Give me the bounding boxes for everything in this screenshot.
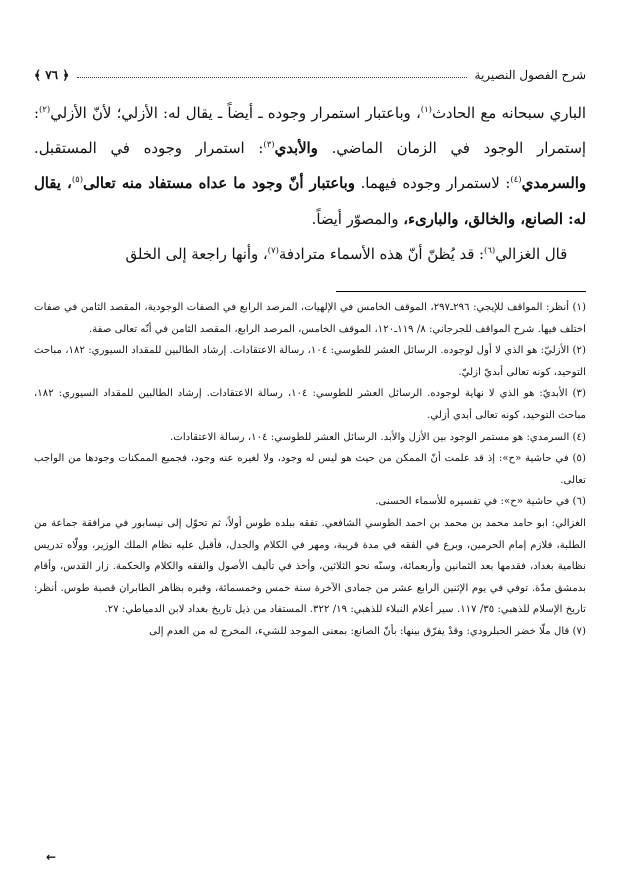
footnote: (٥) في حاشية «ح»: إذ قد علمت أنّ الممكن من حيث هو ليس له وجود، ولا لغيره عنه وجود، فجميع الممكنات وجودها من الواجب تعالى. [34,453,586,486]
footnote-ref: (٢) [39,105,51,116]
text-run: : لاستمرار وجوده فيهما. [354,175,511,193]
book-title: شرح الفصول النصيرية [474,68,586,82]
text-run: : إستمرار الوجود في الزمان الماضي. [34,105,586,158]
text-run: ، وأنها راجعة إلى الخلق [125,245,268,263]
footnote: (٦) في حاشية «ح»: في تفسيره للأسماء الحسنى. [375,496,586,508]
header-dotted-leader [77,77,466,78]
footnote-separator [336,291,586,292]
main-text [34,96,586,272]
term-bold: ، يقال له: الصانع، والخالق، والبارىء، [34,175,586,228]
main-paragraph [34,237,586,272]
footnote-ref: (٣) [263,140,275,151]
footnote: (٤) السرمدي: هو مستمر الوجود بين الأزل والأبد. الرسائل العشر للطوسي: ١٠٤، رسالة الاعتقادات. [169,431,586,443]
text-run: الباري سبحانه مع الحادث [431,105,586,122]
footnotes [34,297,586,643]
footnote-ref: (٥) [71,175,84,186]
page-number: ﴾ ٧٦ ﴿ [34,68,70,82]
running-header [34,64,586,86]
footnote-ref: (٦) [484,245,496,256]
footnote-biography: الغزالي: ابو حامد محمد بن محمد بن احمد الطوسي الشافعي. تفقه ببلده طوس أولاً، ثم تحوّل إلى نيسابور في مرافقة جماعة من الطلبة، فلازم إمام الحرمين، وبرع في الفقه في مدة قريبة، ومهر في الكلام والجدل، فأقبل عليه نظام الملك الوزير، وولّاه تدريس نظامية بغداد، فقدمها بعد الثمانين وأربعمائة، وسنّه نحو الثلاثين، وأخذ في تأليف الأصول والفقه والكلام والحكمة. زار القدس، وأقام بدمشق مدّة. توفي في يوم الإثنين الرابع عشر من جمادى الآخرة سنة خمس وخمسمائة، وقبره بظاهر الطابران قصبة طوس. أنظر: تاريخ الإسلام للذهبي: ٣٥/ ١١٧. سير أعلام النبلاء للذهبي: ١٩/ ٣٢٢. المستفاد من ذيل تاريخ بغداد لابن الدمياطي: ٢٧. [34,517,586,616]
term-bold: والأبدي [274,140,318,158]
text-run: : قد يُظنّ أنّ هذه الأسماء مترادفة [278,245,485,263]
text-run: والمصوّر أيضاً. [311,210,404,228]
footnote: (٣) الأبديّ: هو الذي لا نهاية لوجوده. الرسائل العشر للطوسي: ١٠٤، رسالة الاعتقادات. إرشاد الطالبين للمقداد السيوري: ١٨٢، مباحث التوحيد، كونه تعالى أبدي أزلي. [34,388,586,421]
footnote: (٢) الأزليّ: هو الذي لا أول لوجوده. الرسائل العشر للطوسي: ١٠٤، رسالة الاعتقادات. إرشاد الطالبين للمقداد السيوري: ١٨٢، مباحث التوحيد، كونه تعالى أبديّ ازليّ. [34,345,587,378]
footnote: (٧) قال ملّا خضر الحبلرودي: وقدْ يفرّق بينها: بأنّ الصانع: بمعنى الموجد للشيء، المخرج له من العدم إلى [149,625,586,637]
footnote: (١) أنظر: المواقف للإيجي: ٢٩٦ـ٢٩٧، الموقف الخامس في الإلهيات، المرصد الرابع في الصفات الوجودية، المقصد الثامن في صفات اختلف فيها. شرح المواقف للجرجاني: ٨/ ١١٩ـ١٢٠، الموقف الخامس، المرصد الرابع، المقصد الثامن في أنّه تعالى صفة. [34,302,586,335]
main-paragraph [34,96,586,237]
footnote-ref: (٧) [267,245,279,256]
term-bold: وباعتبار أنّ وجود ما عداه مستفاد منه تعالى [83,175,355,193]
footnote-ref: (٤) [510,175,522,186]
text-run: قال الغزالي [495,245,568,263]
continue-arrow-icon: ← [46,850,57,864]
text-run: ، وباعتبار استمرار وجوده ـ أيضاً ـ يقال له: الأزلي؛ لأنّ الأزلي [50,105,421,122]
term-bold: والسرمدي [521,175,587,193]
text-run: : استمرار وجوده في المستقبل. [34,140,264,158]
footnote-ref: (١) [420,105,432,116]
